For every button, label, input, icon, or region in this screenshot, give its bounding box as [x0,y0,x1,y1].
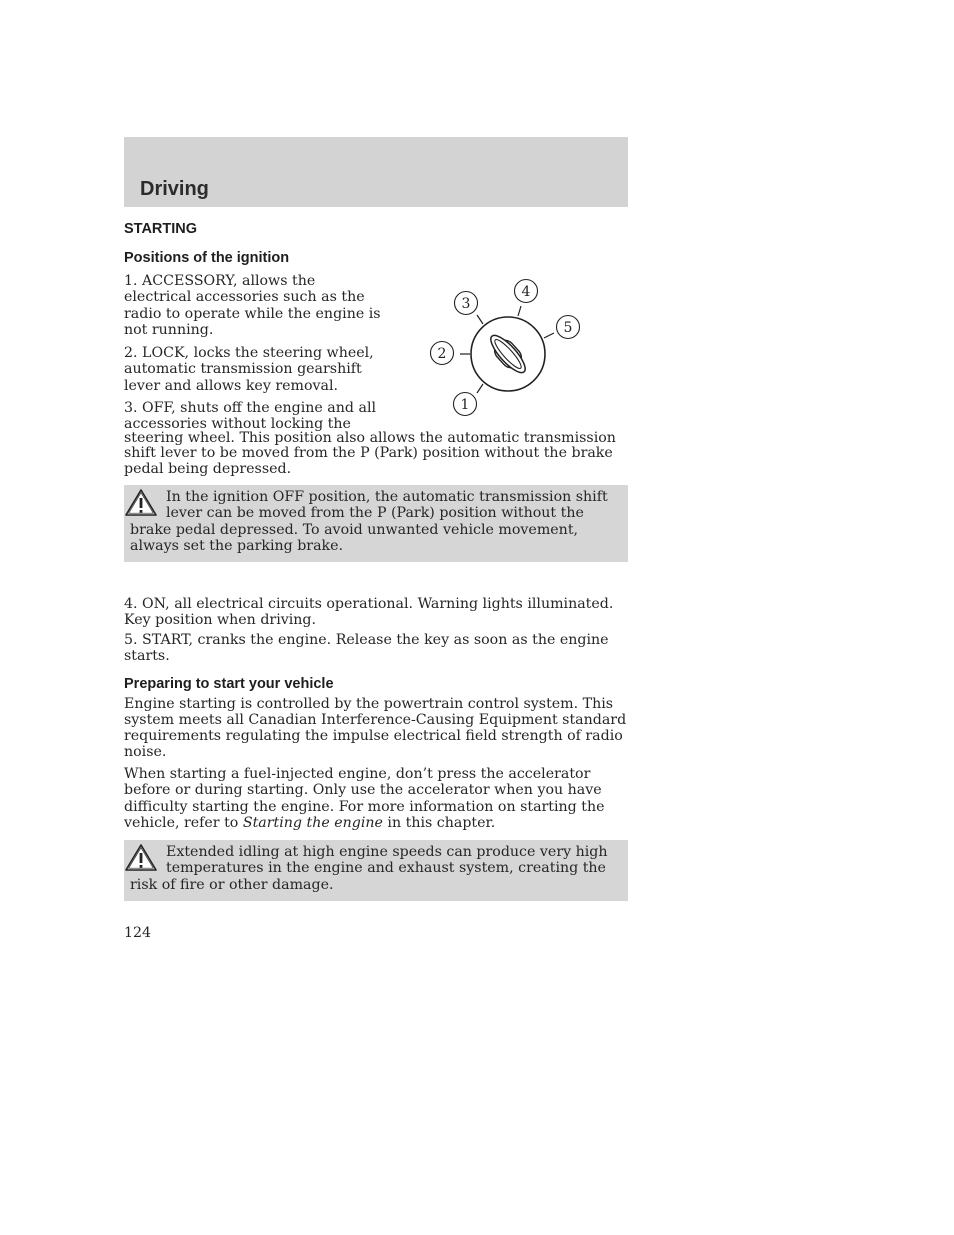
warning-triangle-icon [124,843,158,873]
ignition-cylinder [471,317,545,391]
position-2-marker [431,342,471,365]
page-number: 124 [124,925,152,941]
position-4-marker [515,280,538,317]
chapter-title: Driving [140,178,209,200]
ignition-item-1: 1. ACCESSORY, allows the electrical accessories such as the radio to operate while the engine is not running. [124,273,381,338]
warning-box-idling [124,840,628,901]
preparing-paragraph-2 [124,766,630,831]
position-5-label: 5 [563,320,573,336]
position-3-label: 3 [461,296,471,312]
ignition-item-3-line2: accessories without locking the [124,416,351,432]
position-1-label: 1 [460,397,470,413]
ignition-item-3-rest: steering wheel. This position also allows the automatic transmission shift lever to be moved from the P (Park) position without the brake pedal being depressed. [124,430,616,477]
ignition-heading: Positions of the ignition [124,250,290,266]
position-1-marker [454,384,484,416]
warning-triangle-icon [124,488,158,518]
preparing-paragraph-2-tail: in this chapter. [382,814,496,831]
cross-reference-starting-the-engine: Starting the engine [242,814,383,831]
ignition-item-5: 5. START, cranks the engine. Release the key as soon as the engine starts. [124,632,609,665]
warning-text-idling: Extended idling at high engine speeds can produce very high temperatures in the engine and exhaust system, creating the risk of fire or other damage. [130,844,608,893]
preparing-paragraph-1: Engine starting is controlled by the powertrain control system. This system meets all Canadian Interference-Causing Equipment standard requirements regulating the impulse electrical field strength of radio noise. [124,696,627,760]
ignition-item-4: 4. ON, all electrical circuits operational. Warning lights illuminated. Key position when driving. [124,596,614,629]
warning-box-ignition-off [124,485,628,562]
preparing-heading: Preparing to start your vehicle [124,676,334,692]
section-title: STARTING [124,221,198,237]
ignition-item-3-line1: 3. OFF, shuts off the engine and all [124,400,377,416]
ignition-diagram [420,272,600,422]
position-2-label: 2 [437,346,447,362]
preparing-paragraph-2-text: When starting a fuel-injected engine, don’t press the accelerator before or during starting. Only use the accelerator when you have difficulty starting the engine. For more information on starting the vehicle, refer to [124,766,605,831]
position-3-marker [455,292,484,325]
warning-text-ignition-off: In the ignition OFF position, the automatic transmission shift lever can be moved from the P (Park) position without the brake pedal depressed. To avoid unwanted vehicle movement, always set the parking brake. [130,489,608,555]
position-5-marker [544,316,580,339]
position-4-label: 4 [521,284,531,300]
chapter-header [124,137,628,207]
ignition-item-2: 2. LOCK, locks the steering wheel, automatic transmission gearshift lever and allows key removal. [124,345,374,394]
